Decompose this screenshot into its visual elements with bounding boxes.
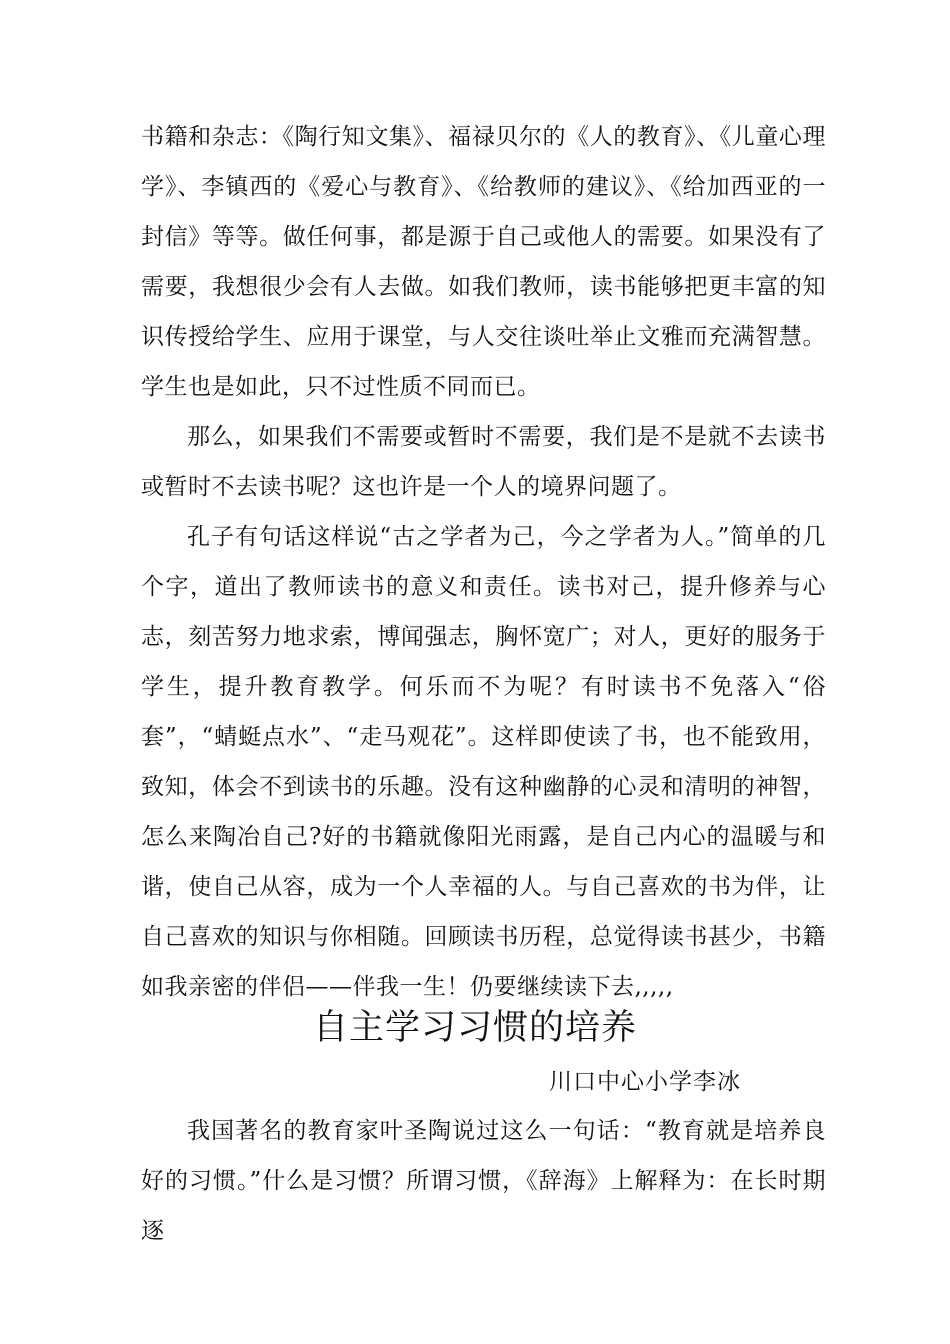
paragraph-text: 书籍和杂志：《陶行知文集》、福禄贝尔的《人的教育》、《儿童心理学》、李镇西的《爱心与教育》、《给教师的建议》、《给加西亚的一封信》等等。做任何事，都是源于自己或他人的需要。如果没有了需要，我想很少会有人去做。如我们教师，读书能够把更丰富的知识传授给学生、应用于课堂，与人交往谈吐举止文雅而充满智慧。学生也是如此，只不过性质不同而已。 (141, 124, 826, 400)
paragraph-text: 孔子有句话这样说“古之学者为己，今之学者为人。”简单的几个字，道出了教师读书的意义和责任。读书对己，提升修养与心志，刻苦努力地求索，博闻强志，胸怀宽广；对人，更好的服务于学生，提升教育教学。何乐而不为呢？有时读书不免落入“俗套”，“蜻蜓点水”、“走马观花”。这样即使读了书，也不能致用，致知，体会不到读书的乐趣。没有这种幽静的心灵和清明的神智，怎么来陶冶自己?好的书籍就像阳光雨露，是自己内心的温暖与和谐，使自己从容，成为一个人幸福的人。与自己喜欢的书为伴，让自己喜欢的知识与你相随。回顾读书历程，总觉得读书甚少，书籍如我亲密的伴侣——伴我一生！仍要继续读下去,,,,, (141, 524, 826, 1000)
body-paragraph (141, 412, 826, 512)
paragraph-text: 那么，如果我们不需要或暂时不需要，我们是不是就不去读书或暂时不去读书呢？这也许是一个人的境界问题了。 (141, 424, 826, 500)
paragraph-text: 我国著名的教育家叶圣陶说过这么一句话：“教育就是培养良好的习惯。”什么是习惯？所谓习惯，《辞海》上解释为：在长时期逐 (141, 1118, 826, 1244)
body-paragraph (141, 1106, 826, 1256)
body-paragraph (141, 512, 826, 1012)
author-line: 川口中心小学李冰 (549, 1069, 741, 1095)
body-paragraph (141, 112, 826, 412)
section-title: 自主学习习惯的培养 (312, 1008, 637, 1048)
